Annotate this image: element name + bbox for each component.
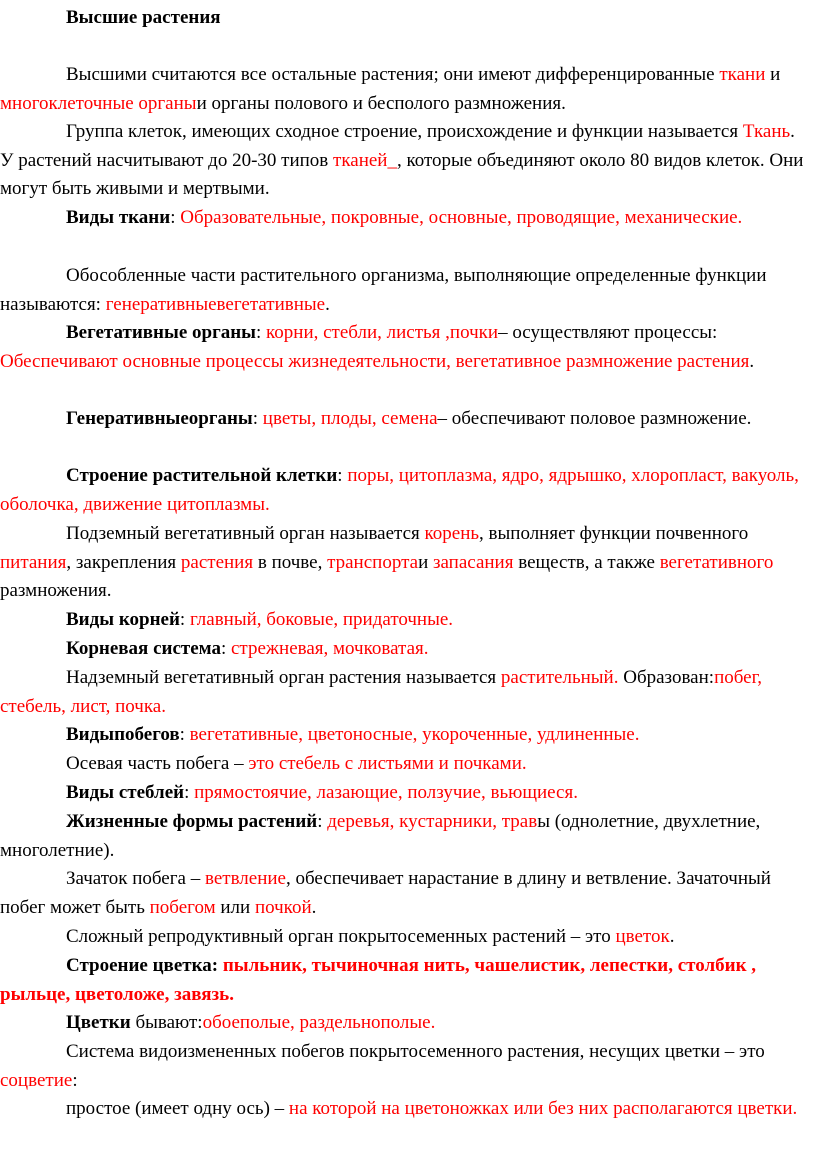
paragraph-shoot-axis: Осевая часть побега – это стебель с листьями и почками. bbox=[66, 753, 527, 774]
paragraph-tissue-types: Виды ткани: Образовательные, покровные, основные, проводящие, механические. bbox=[66, 207, 743, 228]
paragraph-vegetative-organs: Вегетативные органы: корни, стебли, листья ,почки– осуществляют процессы: Обеспечивают основные процессы жизнедеятельности, вегетативное размножение растения. bbox=[0, 322, 755, 372]
paragraph-higher-plants: Высшими считаются все остальные растения; они имеют дифференцированные ткани и многоклеточные органыи органы полового и бесполого размножения. bbox=[0, 64, 781, 114]
paragraph-shoot: Надземный вегетативный орган растения называется растительный. Образован:побег, стебель, лист, почка. bbox=[0, 667, 762, 717]
paragraph-tissue-definition: Группа клеток, имеющих сходное строение, происхождение и функции называется Ткань. У растений насчитывают до 20-30 типов тканей_, которые объединяют около 80 видов клеток. Они могут быть живыми и мертвыми. bbox=[0, 121, 804, 200]
paragraph-root-system: Корневая система: стрежневая, мочковатая. bbox=[66, 638, 429, 659]
paragraph-inflorescence: Система видоизмененных побегов покрытосеменного растения, несущих цветки – это соцветие: bbox=[0, 1041, 765, 1091]
paragraph-life-forms: Жизненные формы растений: деревья, кустарники, травы (однолетние, двухлетние, многолетние). bbox=[0, 811, 761, 861]
paragraph-flower-types: Цветки бывают:обоеполые, раздельнополые. bbox=[66, 1012, 436, 1033]
paragraph-stem-types: Виды стеблей: прямостоячие, лазающие, ползучие, вьющиеся. bbox=[66, 782, 578, 803]
paragraph-organs: Обособленные части растительного организма, выполняющие определенные функции называются: генеративныевегетативные. bbox=[0, 265, 767, 315]
paragraph-cell-structure: Строение растительной клетки: поры, цитоплазма, ядро, ядрышко, хлоропласт, вакуоль, оболочка, движение цитоплазмы. bbox=[0, 465, 799, 515]
paragraph-root-types: Виды корней: главный, боковые, придаточные. bbox=[66, 609, 454, 630]
paragraph-shoot-types: Видыпобегов: вегетативные, цветоносные, укороченные, удлиненные. bbox=[66, 724, 640, 745]
paragraph-shoot-bud: Зачаток побега – ветвление, обеспечивает нарастание в длину и ветвление. Зачаточный побег может быть побегом или почкой. bbox=[0, 868, 771, 918]
paragraph-root: Подземный вегетативный орган называется корень, выполняет функции почвенного питания, закрепления растения в почве, транспортаи запасания веществ, а также вегетативного размножения. bbox=[0, 523, 774, 602]
page-title: Высшие растения bbox=[66, 7, 221, 28]
paragraph-flower: Сложный репродуктивный орган покрытосеменных растений – это цветок. bbox=[66, 926, 675, 947]
paragraph-generative-organs: Генеративныеорганы: цветы, плоды, семена– обеспечивают половое размножение. bbox=[66, 408, 752, 429]
paragraph-flower-structure: Строение цветка: пыльник, тычиночная нить, чашелистик, лепестки, столбик , рыльце, цветоложе, завязь. bbox=[0, 955, 757, 1005]
paragraph-simple-inflorescence: простое (имеет одну ось) – на которой на цветоножках или без них располагаются цветки. bbox=[66, 1098, 798, 1119]
